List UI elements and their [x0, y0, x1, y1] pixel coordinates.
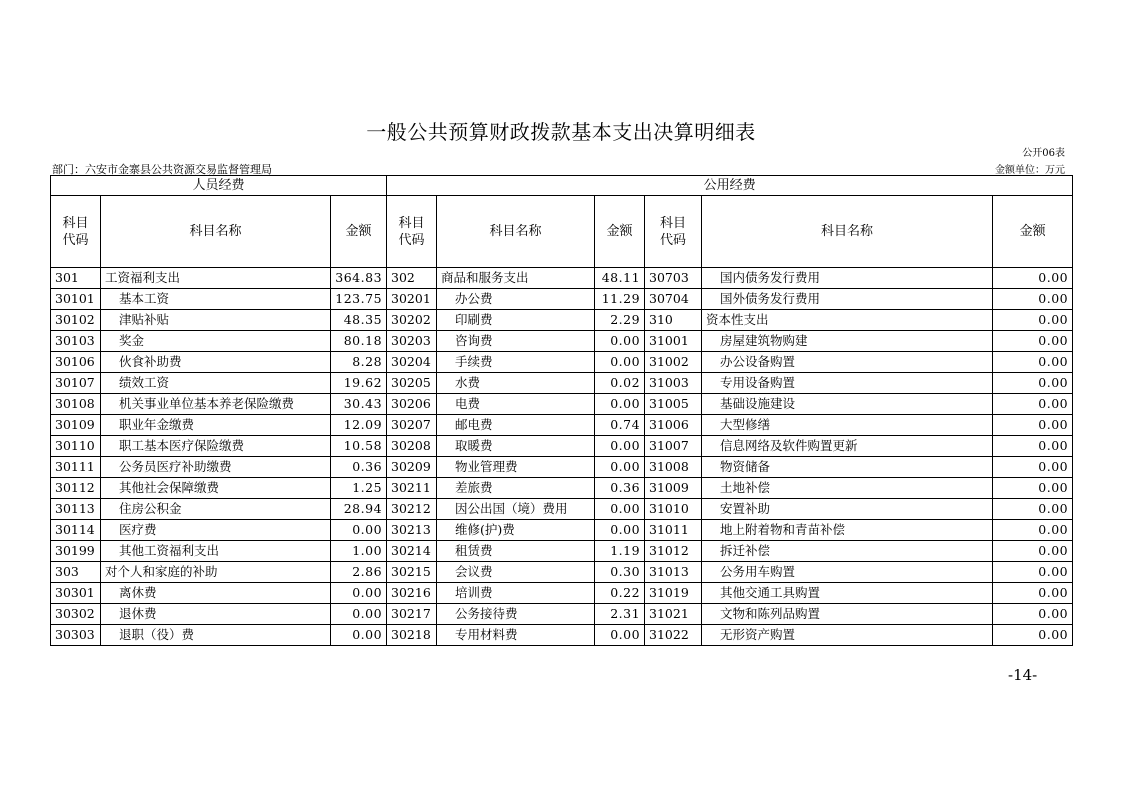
subject-code: 30112: [51, 478, 101, 499]
subject-name-cell: [702, 436, 993, 457]
page-title: 一般公共预算财政拨款基本支出决算明细表: [366, 120, 756, 144]
amount: 0.00: [331, 520, 387, 541]
amount: 28.94: [331, 499, 387, 520]
subject-name-cell: [437, 415, 595, 436]
subject-code: 30113: [51, 499, 101, 520]
subject-name-cell: [702, 625, 993, 646]
subject-name-cell: [702, 499, 993, 520]
subject-name-cell: [101, 499, 331, 520]
subject-name: 因公出国（境）费用: [455, 501, 568, 516]
table-row: [51, 352, 1073, 373]
amount: 0.00: [993, 289, 1073, 310]
amount: 11.29: [595, 289, 645, 310]
amount: 0.30: [595, 562, 645, 583]
subject-code: 31003: [645, 373, 702, 394]
subject-name-cell: [101, 331, 331, 352]
subject-name-cell: [437, 268, 595, 289]
subject-name-cell: [101, 541, 331, 562]
subject-name-cell: [702, 289, 993, 310]
subject-name: 对个人和家庭的补助: [105, 564, 218, 579]
subject-name: 资本性支出: [706, 312, 769, 327]
subject-name-cell: [437, 478, 595, 499]
amount: 0.74: [595, 415, 645, 436]
amount: 0.00: [993, 331, 1073, 352]
subject-name-cell: [437, 394, 595, 415]
subject-code: 31005: [645, 394, 702, 415]
amount: 0.36: [595, 478, 645, 499]
subject-name-cell: [437, 289, 595, 310]
header-name-1: 科目名称: [101, 196, 331, 268]
amount: 0.00: [993, 436, 1073, 457]
amount: 0.00: [993, 310, 1073, 331]
amount: 48.11: [595, 268, 645, 289]
subject-name-cell: [101, 604, 331, 625]
subject-code: 30303: [51, 625, 101, 646]
subject-name: 物资储备: [720, 459, 771, 474]
amount: 48.35: [331, 310, 387, 331]
subject-name-cell: [437, 457, 595, 478]
amount: 30.43: [331, 394, 387, 415]
subject-name-cell: [101, 583, 331, 604]
table-row: [51, 268, 1073, 289]
subject-name-cell: [101, 310, 331, 331]
subject-code: 31021: [645, 604, 702, 625]
subject-name: 信息网络及软件购置更新: [720, 438, 858, 453]
subject-name: 基础设施建设: [720, 396, 796, 411]
amount: 2.86: [331, 562, 387, 583]
subject-code: 31010: [645, 499, 702, 520]
subject-code: 30704: [645, 289, 702, 310]
subject-code: 30208: [387, 436, 437, 457]
amount: 0.00: [993, 268, 1073, 289]
amount: 0.00: [595, 394, 645, 415]
subject-name-cell: [702, 520, 993, 541]
subject-name-cell: [702, 373, 993, 394]
page-number: -14-: [1008, 666, 1038, 684]
subject-name: 培训费: [455, 585, 493, 600]
subject-name-cell: [702, 394, 993, 415]
amount: 0.36: [331, 457, 387, 478]
subject-name-cell: [702, 331, 993, 352]
subject-code: 30202: [387, 310, 437, 331]
subject-name-cell: [101, 625, 331, 646]
subject-name: 商品和服务支出: [441, 270, 529, 285]
header-code-2: 科目 代码: [387, 196, 437, 268]
subject-name: 专用材料费: [455, 627, 518, 642]
subject-code: 30216: [387, 583, 437, 604]
subject-name: 房屋建筑物购建: [720, 333, 808, 348]
subject-name-cell: [437, 352, 595, 373]
subject-name: 其他社会保障缴费: [119, 480, 220, 495]
subject-code: 30106: [51, 352, 101, 373]
amount: 0.00: [331, 604, 387, 625]
table-row: [51, 394, 1073, 415]
subject-code: 30111: [51, 457, 101, 478]
subject-name: 住房公积金: [119, 501, 182, 516]
subject-name-cell: [101, 268, 331, 289]
subject-name: 专用设备购置: [720, 375, 796, 390]
amount: 0.00: [993, 373, 1073, 394]
subject-name-cell: [101, 373, 331, 394]
subject-name: 公务接待费: [455, 606, 518, 621]
subject-name: 大型修缮: [720, 417, 771, 432]
subject-name: 安置补助: [720, 501, 771, 516]
subject-name-cell: [702, 415, 993, 436]
amount: 2.31: [595, 604, 645, 625]
subject-name: 取暖费: [455, 438, 493, 453]
table-row: [51, 310, 1073, 331]
subject-code: 30107: [51, 373, 101, 394]
header-code-1: 科目 代码: [51, 196, 101, 268]
subject-code: 31011: [645, 520, 702, 541]
subject-name-cell: [437, 625, 595, 646]
subject-name: 绩效工资: [119, 375, 170, 390]
amount: 0.00: [993, 583, 1073, 604]
subject-code: 30217: [387, 604, 437, 625]
subject-name: 差旅费: [455, 480, 493, 495]
table-row: [51, 541, 1073, 562]
subject-name: 退休费: [119, 606, 157, 621]
amount: 0.00: [993, 352, 1073, 373]
header-amount-2: 金额: [595, 196, 645, 268]
subject-name-cell: [101, 394, 331, 415]
header-amount-1: 金额: [331, 196, 387, 268]
subject-name-cell: [702, 457, 993, 478]
amount: 0.00: [993, 625, 1073, 646]
subject-name-cell: [702, 268, 993, 289]
subject-code: 30206: [387, 394, 437, 415]
table-row: [51, 604, 1073, 625]
amount: 0.00: [993, 604, 1073, 625]
subject-code: 30302: [51, 604, 101, 625]
subject-code: 30103: [51, 331, 101, 352]
subject-code: 310: [645, 310, 702, 331]
subject-name-cell: [101, 478, 331, 499]
subject-code: 30215: [387, 562, 437, 583]
table-row: [51, 289, 1073, 310]
subject-code: 30211: [387, 478, 437, 499]
subject-code: 31012: [645, 541, 702, 562]
table-row: [51, 478, 1073, 499]
subject-name: 国内债务发行费用: [720, 270, 821, 285]
subject-code: 31013: [645, 562, 702, 583]
subject-name-cell: [702, 310, 993, 331]
table-row: [51, 583, 1073, 604]
subject-code: 31019: [645, 583, 702, 604]
subject-name: 退职（役）费: [119, 627, 195, 642]
subject-code: 30108: [51, 394, 101, 415]
subject-name-cell: [437, 520, 595, 541]
subject-name: 办公费: [455, 291, 493, 306]
subject-code: 30205: [387, 373, 437, 394]
subject-code: 30204: [387, 352, 437, 373]
subject-name: 工资福利支出: [105, 270, 181, 285]
subject-name: 租赁费: [455, 543, 493, 558]
amount: 0.00: [993, 478, 1073, 499]
subject-code: 30212: [387, 499, 437, 520]
amount: 123.75: [331, 289, 387, 310]
table-row: [51, 373, 1073, 394]
subject-name-cell: [437, 562, 595, 583]
amount: 0.00: [993, 457, 1073, 478]
header-amount-3: 金额: [993, 196, 1073, 268]
subject-name: 拆迁补偿: [720, 543, 771, 558]
subject-name-cell: [702, 583, 993, 604]
subject-name-cell: [437, 310, 595, 331]
subject-name-cell: [101, 289, 331, 310]
subject-code: 30110: [51, 436, 101, 457]
subject-code: 30213: [387, 520, 437, 541]
amount-unit-label: 金额单位：万元: [995, 165, 1065, 176]
subject-code: 31009: [645, 478, 702, 499]
table-row: [51, 415, 1073, 436]
subject-name: 电费: [455, 396, 481, 411]
subject-name: 地上附着物和青苗补偿: [720, 522, 846, 537]
amount: 1.25: [331, 478, 387, 499]
subject-name-cell: [437, 373, 595, 394]
amount: 0.00: [331, 583, 387, 604]
subject-name: 文物和陈列品购置: [720, 606, 821, 621]
subject-name: 其他交通工具购置: [720, 585, 821, 600]
amount: 0.22: [595, 583, 645, 604]
subject-code: 302: [387, 268, 437, 289]
subject-code: 30209: [387, 457, 437, 478]
table-row: [51, 625, 1073, 646]
subject-code: 30109: [51, 415, 101, 436]
subject-name-cell: [702, 562, 993, 583]
subject-code: 30214: [387, 541, 437, 562]
subject-name-cell: [702, 352, 993, 373]
department-label: 部门：六安市金寨县公共资源交易监督管理局: [52, 163, 272, 176]
amount: 0.00: [993, 562, 1073, 583]
subject-code: 30218: [387, 625, 437, 646]
subject-code: 31007: [645, 436, 702, 457]
subject-code: 31006: [645, 415, 702, 436]
header-code-3: 科目 代码: [645, 196, 702, 268]
subject-name: 维修(护)费: [455, 522, 515, 537]
subject-name: 无形资产购置: [720, 627, 796, 642]
subject-name-cell: [437, 436, 595, 457]
amount: 19.62: [331, 373, 387, 394]
subject-name: 其他工资福利支出: [119, 543, 220, 558]
subject-name-cell: [437, 331, 595, 352]
subject-name-cell: [101, 436, 331, 457]
table-row: [51, 331, 1073, 352]
amount: 0.00: [595, 499, 645, 520]
table-body: [51, 268, 1073, 646]
subject-name: 津贴补贴: [119, 312, 170, 327]
table-row: [51, 457, 1073, 478]
subject-name: 公务员医疗补助缴费: [119, 459, 232, 474]
subject-name: 公务用车购置: [720, 564, 796, 579]
subject-name: 手续费: [455, 354, 493, 369]
subject-name: 职业年金缴费: [119, 417, 195, 432]
table-row: [51, 520, 1073, 541]
subject-name: 土地补偿: [720, 480, 771, 495]
subject-code: 30301: [51, 583, 101, 604]
table-row: [51, 436, 1073, 457]
subject-name: 离休费: [119, 585, 157, 600]
amount: 0.00: [595, 436, 645, 457]
subject-name: 职工基本医疗保险缴费: [119, 438, 245, 453]
amount: 0.00: [993, 415, 1073, 436]
amount: 0.00: [993, 499, 1073, 520]
table-row: [51, 562, 1073, 583]
amount: 0.00: [595, 331, 645, 352]
amount: 0.00: [595, 625, 645, 646]
subject-name-cell: [437, 541, 595, 562]
group-header-personnel: 人员经费: [51, 176, 387, 196]
amount: 1.00: [331, 541, 387, 562]
subject-name: 办公设备购置: [720, 354, 796, 369]
amount: 80.18: [331, 331, 387, 352]
amount: 0.00: [331, 625, 387, 646]
amount: 0.00: [595, 352, 645, 373]
subject-name: 机关事业单位基本养老保险缴费: [119, 396, 295, 411]
amount: 0.02: [595, 373, 645, 394]
amount: 0.00: [993, 520, 1073, 541]
amount: 1.19: [595, 541, 645, 562]
amount: 10.58: [331, 436, 387, 457]
form-number: 公开06表: [1022, 148, 1065, 159]
subject-name: 国外债务发行费用: [720, 291, 821, 306]
subject-name-cell: [702, 478, 993, 499]
subject-name: 会议费: [455, 564, 493, 579]
subject-name-cell: [702, 541, 993, 562]
amount: 0.00: [595, 520, 645, 541]
subject-name-cell: [437, 499, 595, 520]
subject-name: 基本工资: [119, 291, 170, 306]
subject-name-cell: [437, 583, 595, 604]
subject-code: 31022: [645, 625, 702, 646]
amount: 0.00: [993, 541, 1073, 562]
subject-code: 31001: [645, 331, 702, 352]
header-name-3: 科目名称: [702, 196, 993, 268]
subject-name-cell: [437, 604, 595, 625]
subject-code: 303: [51, 562, 101, 583]
subject-name-cell: [101, 520, 331, 541]
subject-code: 30203: [387, 331, 437, 352]
subject-name-cell: [101, 562, 331, 583]
subject-name: 物业管理费: [455, 459, 518, 474]
subject-code: 30199: [51, 541, 101, 562]
subject-code: 30201: [387, 289, 437, 310]
amount: 0.00: [595, 457, 645, 478]
amount: 8.28: [331, 352, 387, 373]
subject-name: 水费: [455, 375, 481, 390]
amount: 0.00: [993, 394, 1073, 415]
subject-name-cell: [101, 415, 331, 436]
subject-name: 伙食补助费: [119, 354, 182, 369]
subject-name: 奖金: [119, 333, 145, 348]
amount: 364.83: [331, 268, 387, 289]
subject-name: 医疗费: [119, 522, 157, 537]
subject-name-cell: [101, 352, 331, 373]
subject-name: 咨询费: [455, 333, 493, 348]
amount: 12.09: [331, 415, 387, 436]
group-header-public: 公用经费: [387, 176, 1073, 196]
subject-code: 30102: [51, 310, 101, 331]
subject-code: 301: [51, 268, 101, 289]
subject-code: 31008: [645, 457, 702, 478]
subject-code: 31002: [645, 352, 702, 373]
expenditure-table: [50, 175, 1073, 646]
subject-name-cell: [101, 457, 331, 478]
subject-code: 30101: [51, 289, 101, 310]
subject-code: 30114: [51, 520, 101, 541]
subject-code: 30207: [387, 415, 437, 436]
amount: 2.29: [595, 310, 645, 331]
table-row: [51, 499, 1073, 520]
subject-name: 印刷费: [455, 312, 493, 327]
header-name-2: 科目名称: [437, 196, 595, 268]
subject-name: 邮电费: [455, 417, 493, 432]
subject-name-cell: [702, 604, 993, 625]
subject-code: 30703: [645, 268, 702, 289]
